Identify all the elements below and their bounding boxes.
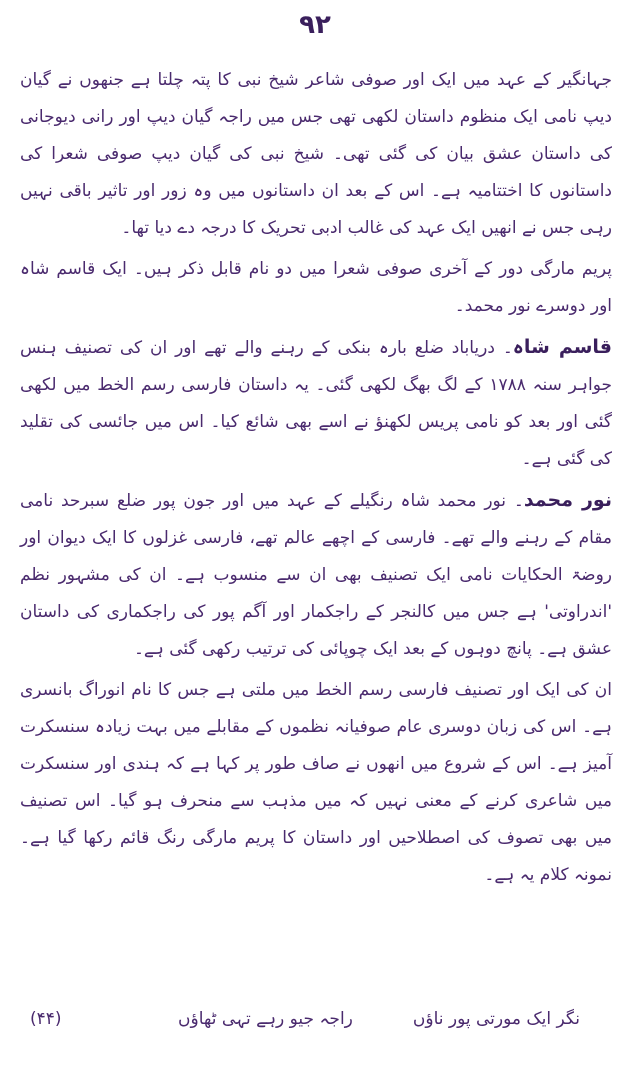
paragraph-4 [20,482,612,668]
verse-line-2: راجہ جیو رہے تہی ٹھاؤں [178,1009,353,1029]
paragraph-2 [20,251,612,325]
paragraph-1-text: جہانگیر کے عہد میں ایک اور صوفی شاعر شیخ نبی کا پتہ چلتا ہے جنھوں نے گیان دیپ نامی ایک منظوم داستان لکھی تھی جس میں راجہ گیان دیپ اور رانی دیوجانی کی داستان عشق بیان کی گئی تھی۔ شیخ نبی کی گیان دیپ صوفی شعرا کی داستانوں کا اختتامیہ ہے۔ اس کے بعد ان داستانوں میں وہ زور اور تاثیر باقی نہیں رہی جس نے انھیں ایک عہد کی غالب ادبی تحریک کا درجہ دے دیا تھا۔ [20,70,612,238]
paragraph-3 [20,329,612,478]
paragraph-2-text: پریم مارگی دور کے آخری صوفی شعرا میں دو نام قابل ذکر ہیں۔ ایک قاسم شاہ اور دوسرے نور محمد۔ [20,259,612,316]
paragraph-3-text: ۔ دریاباد ضلع بارہ بنکی کے رہنے والے تھے اور ان کی تصنیف ہنس جواہر سنہ ۱۷۸۸ کے لگ بھگ لکھی گئی۔ یہ داستان فارسی رسم الخط میں لکھی گئی اور بعد کو نامی پریس لکھنؤ نے اسے بھی شائع کیا۔ اس میں جائسی کی تقلید کی گئی ہے۔ [20,338,612,469]
paragraph-3-heading: قاسم شاہ [512,336,612,358]
verse-line-1: نگر ایک مورتی پور ناؤں [412,1009,580,1029]
page-body [20,62,612,898]
paragraph-5-text: ان کی ایک اور تصنیف فارسی رسم الخط میں ملتی ہے جس کا نام انوراگ بانسری ہے۔ اس کی زبان دوسری عام صوفیانہ نظموں کے مقابلے میں بہت زیادہ سنسکرت آمیز ہے۔ اس کے شروع میں انھوں نے صاف طور پر کہا ہے کہ ہندی اور سنسکرت میں شاعری کرنے کے معنی نہیں کہ میں مذہب سے منحرف ہو گیا۔ اس تصنیف میں بھی تصوف کی اصطلاحیں اور داستان کا پریم مارگی رنگ قائم رکھا گیا ہے۔ نمونہ کلام یہ ہے۔ [20,680,612,885]
verse-sample [30,1008,610,1029]
paragraph-5 [20,672,612,894]
paragraph-4-heading: نور محمد [523,489,612,511]
paragraph-4-text: ۔ نور محمد شاہ رنگیلے کے عہد میں اور جون پور ضلع سبرحد نامی مقام کے رہنے والے تھے۔ فارسی کے اچھے عالم تھے، فارسی غزلوں کا ایک دیوان اور روضۃ الحکایات نامی ایک تصنیف بھی ان سے منسوب ہے۔ ان کی مشہور نظم 'اندراوتی' ہے جس میں کالنجر کے راجکمار اور آگم پور کی راجکماری کی داستان عشق ہے۔ پانچ دوہوں کے بعد ایک چوپائی کی ترتیب رکھی گئی ہے۔ [20,491,612,659]
page-number: ۹۲ [299,10,331,40]
paragraph-1 [20,62,612,247]
verse-number: (۴۴) [30,1009,62,1029]
